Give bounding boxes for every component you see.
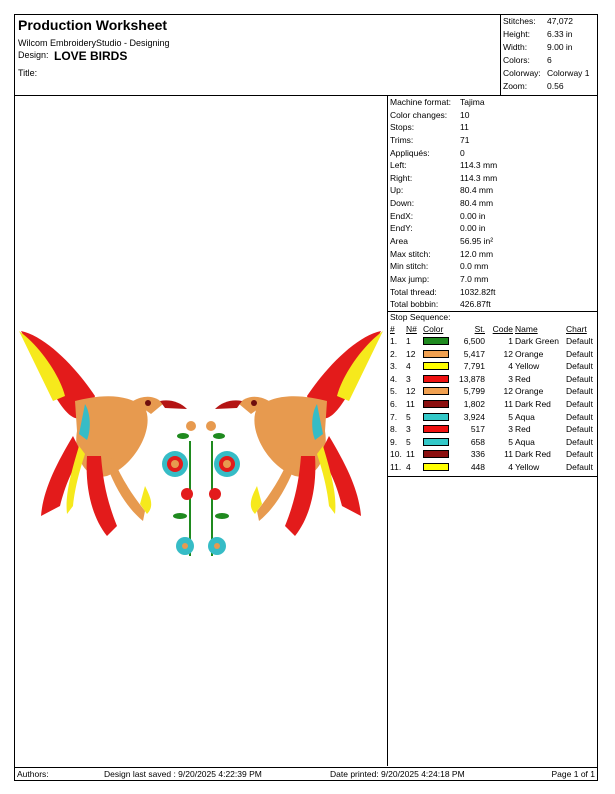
col-header-stitches: St.	[474, 324, 485, 334]
row-index: 6.	[390, 398, 398, 409]
col-header-name: Name	[515, 324, 538, 334]
col-header-color: Color	[423, 324, 444, 334]
stitch-count: 3,924	[463, 411, 485, 422]
stitch-count: 1,802	[463, 398, 485, 409]
col-header-code: Code	[492, 324, 513, 334]
color-swatch	[423, 425, 449, 433]
color-name: Aqua	[515, 436, 535, 447]
stop-sequence-table	[388, 335, 597, 474]
property-row: Trims: 71	[390, 134, 470, 145]
property-row: Max jump: 7.0 mm	[390, 273, 489, 284]
design-preview	[15, 96, 388, 766]
stop-sequence-row	[388, 360, 597, 373]
color-swatch	[423, 463, 449, 471]
color-name: Dark Red	[515, 398, 551, 409]
color-chart: Default	[566, 436, 593, 447]
property-row: Area 56.95 in²	[390, 236, 494, 247]
stitch-count: 336	[470, 449, 485, 460]
last-saved-label: Design last saved : 9/20/2025 4:22:39 PM	[104, 769, 262, 779]
property-row: Total bobbin: 426.87ft	[390, 299, 491, 310]
row-index: 2.	[390, 348, 398, 359]
color-name: Red	[515, 373, 531, 384]
color-chart: Default	[566, 398, 593, 409]
design-name: LOVE BIRDS	[54, 49, 128, 63]
col-header-chart: Chart	[566, 324, 587, 334]
row-index: 3.	[390, 361, 398, 372]
color-chart: Default	[566, 361, 593, 372]
color-swatch	[423, 375, 449, 383]
row-index: 10.	[390, 449, 402, 460]
color-name: Orange	[515, 386, 544, 397]
color-swatch	[423, 400, 449, 408]
color-code: 3	[508, 424, 513, 435]
stop-sequence-row	[388, 461, 597, 474]
property-row: Appliqués: 0	[390, 147, 465, 158]
color-swatch	[423, 438, 449, 446]
row-index: 4.	[390, 373, 398, 384]
needle-number: 11	[406, 398, 415, 409]
center-floral-graphic	[140, 421, 262, 556]
property-row: Left: 114.3 mm	[390, 160, 498, 171]
stop-sequence-row	[388, 373, 597, 386]
property-row: Down: 80.4 mm	[390, 198, 494, 209]
property-row: EndX: 0.00 in	[390, 210, 486, 221]
stop-sequence-row	[388, 348, 597, 361]
needle-number: 3	[406, 373, 411, 384]
property-row: Right: 114.3 mm	[390, 172, 498, 183]
color-name: Yellow	[515, 461, 540, 472]
stitch-count: 448	[470, 461, 485, 472]
color-code: 5	[508, 436, 513, 447]
row-index: 1.	[390, 336, 398, 346]
needle-number: 12	[406, 348, 416, 359]
stitch-count: 6,500	[463, 336, 485, 346]
color-code: 12	[503, 348, 513, 359]
color-swatch	[423, 350, 449, 358]
color-name: Yellow	[515, 361, 540, 372]
summary-row: Colorway: Colorway 1	[503, 68, 590, 78]
color-code: 4	[508, 461, 513, 472]
color-code: 11	[504, 449, 513, 460]
left-bird-graphic	[19, 331, 187, 536]
color-swatch	[423, 450, 449, 458]
color-chart: Default	[566, 449, 593, 460]
color-name: Dark Red	[515, 449, 551, 460]
color-chart: Default	[566, 411, 593, 422]
color-swatch	[423, 413, 449, 421]
worksheet-header	[15, 15, 597, 96]
right-bird-graphic	[215, 331, 383, 536]
stop-sequence-title: Stop Sequence:	[390, 312, 451, 322]
row-index: 9.	[390, 436, 398, 447]
stop-sequence-row	[388, 385, 597, 398]
date-printed-label: Date printed: 9/20/2025 4:24:18 PM	[330, 769, 465, 779]
worksheet	[14, 14, 598, 781]
color-chart: Default	[566, 348, 593, 359]
needle-number: 4	[406, 461, 411, 472]
color-swatch	[423, 387, 449, 395]
color-code: 1	[508, 336, 513, 346]
color-chart: Default	[566, 373, 593, 384]
row-index: 11.	[390, 461, 402, 472]
studio-label: Wilcom EmbroideryStudio - Designing	[18, 38, 170, 48]
stop-sequence-row	[388, 436, 597, 449]
color-name: Orange	[515, 348, 544, 359]
stitch-count: 7,791	[463, 361, 485, 372]
color-name: Aqua	[515, 411, 535, 422]
authors-label: Authors:	[17, 769, 49, 779]
stitch-count: 517	[470, 424, 485, 435]
stop-sequence-row	[388, 423, 597, 436]
property-row: Up: 80.4 mm	[390, 185, 494, 196]
property-row: Stops: 11	[390, 122, 469, 133]
needle-number: 5	[406, 411, 411, 422]
stop-sequence-header	[388, 323, 597, 335]
property-row: Max stitch: 12.0 mm	[390, 248, 494, 259]
stop-sequence-row	[388, 448, 597, 461]
row-index: 8.	[390, 424, 398, 435]
stop-sequence-row	[388, 411, 597, 424]
color-code: 4	[508, 361, 513, 372]
color-code: 5	[508, 411, 513, 422]
stop-sequence-row	[388, 398, 597, 411]
color-name: Dark Green	[515, 336, 559, 346]
color-name: Red	[515, 424, 531, 435]
needle-number: 4	[406, 361, 411, 372]
col-header-index: #	[390, 324, 395, 334]
color-code: 11	[504, 398, 513, 409]
property-row: Min stitch: 0.0 mm	[390, 261, 489, 272]
needle-number: 12	[406, 386, 416, 397]
stitch-count: 5,799	[463, 386, 485, 397]
needle-number: 1	[406, 336, 411, 346]
property-row: Machine format: Tajima	[390, 97, 485, 107]
design-label: Design:	[18, 50, 49, 60]
property-row: Total thread: 1032.82ft	[390, 286, 496, 297]
summary-row: Stitches: 47,072	[503, 16, 573, 26]
color-chart: Default	[566, 461, 593, 472]
color-chart: Default	[566, 336, 593, 346]
section-divider	[388, 476, 597, 477]
color-code: 3	[508, 373, 513, 384]
color-code: 12	[503, 386, 513, 397]
row-index: 5.	[390, 386, 398, 397]
summary-row: Width: 9.00 in	[503, 42, 573, 52]
col-header-needle: N#	[406, 324, 417, 334]
page-number: Page 1 of 1	[551, 769, 595, 779]
color-chart: Default	[566, 424, 593, 435]
stitch-count: 13,878	[459, 373, 485, 384]
stitch-count: 658	[470, 436, 485, 447]
needle-number: 11	[406, 449, 415, 460]
title-label: Title:	[18, 68, 38, 78]
needle-number: 5	[406, 436, 411, 447]
summary-row: Colors: 6	[503, 55, 552, 65]
color-swatch	[423, 337, 449, 345]
summary-row: Height: 6.33 in	[503, 29, 573, 39]
color-chart: Default	[566, 386, 593, 397]
property-row: EndY: 0.00 in	[390, 223, 486, 234]
page-title: Production Worksheet	[18, 17, 168, 33]
love-birds-embroidery-image	[15, 96, 387, 766]
stop-sequence-row	[388, 335, 597, 348]
property-row: Color changes: 10	[390, 109, 470, 120]
row-index: 7.	[390, 411, 398, 422]
summary-row: Zoom: 0.56	[503, 81, 564, 91]
stitch-count: 5,417	[463, 348, 485, 359]
machine-properties	[388, 96, 597, 311]
summary-panel	[500, 15, 598, 95]
needle-number: 3	[406, 424, 411, 435]
color-swatch	[423, 362, 449, 370]
worksheet-footer	[15, 767, 597, 781]
